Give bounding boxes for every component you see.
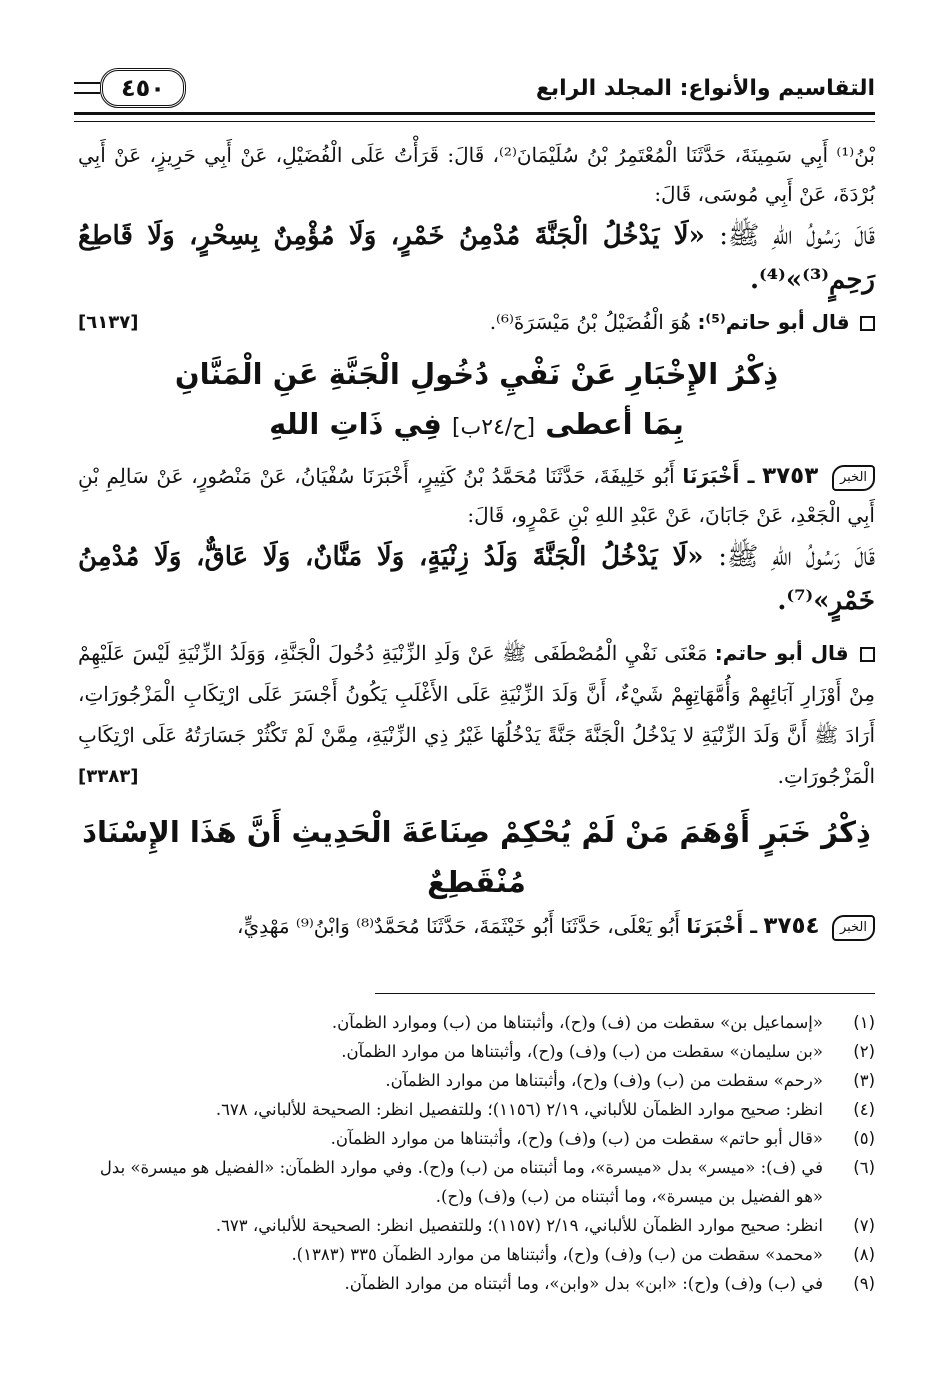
footnote bbox=[78, 1095, 875, 1124]
chapter-heading-line2 bbox=[78, 399, 875, 453]
footnote-text: «محمد» سقطت من (ب) و(ف) و(ح)، وأثبتناها من موارد الظمآن ٣٣٥ (١٣٨٣). bbox=[291, 1245, 823, 1264]
page-number-frame bbox=[74, 68, 186, 108]
hadith-paragraph bbox=[78, 907, 875, 946]
footnote-text: «رحم» سقطت من (ب) و(ف) و(ح)، وأثبتناها من موارد الظمآن. bbox=[385, 1071, 823, 1090]
footnote-number: (٨) bbox=[853, 1245, 875, 1264]
footnote bbox=[78, 1066, 875, 1095]
manuscript-marker: [ح/٢٤ب] bbox=[451, 415, 536, 440]
hadith-quote-paragraph bbox=[78, 214, 875, 302]
footnotes bbox=[78, 1008, 875, 1298]
hadith-paragraph bbox=[78, 457, 875, 535]
square-marker-icon bbox=[860, 647, 875, 662]
footnote bbox=[78, 1211, 875, 1240]
hadith-quote: «لَا يَدْخُلُ الْجَنَّةَ مُدْمِنُ خَمْرٍ، وَلَا مُؤْمِنٌ بِسِحْرٍ، وَلَا قَاطِعُ رَحِمٍ⁽³⁾»⁽⁴⁾. bbox=[78, 221, 875, 295]
page-number: ٤٥٠ bbox=[100, 68, 186, 108]
footnote bbox=[78, 1153, 875, 1211]
footnote-number: (٥) bbox=[853, 1129, 875, 1148]
footnote bbox=[78, 1124, 875, 1153]
main-text bbox=[78, 136, 875, 946]
footnote bbox=[78, 1269, 875, 1298]
chapter-heading: ذِكْرُ خَبَرٍ أَوْهَمَ مَنْ لَمْ يُحْكِمْ صِنَاعَةَ الْحَدِيثِ أَنَّ هَذَا الإِسْنَادَ مُنْقَطِعٌ bbox=[82, 815, 871, 899]
commentary-paragraph bbox=[78, 302, 875, 343]
commentary-text: هُوَ الْفُضَيْلُ بْنُ مَيْسَرَةَ⁽⁶⁾. bbox=[489, 310, 692, 334]
footnote-text: في (ب) و(ف) و(ح): «ابن» بدل «وابن»، وما أثبتناه من موارد الظمآن. bbox=[344, 1274, 823, 1293]
chapter-heading bbox=[78, 349, 875, 453]
commentary-text: مَعْنَى نَفْيِ الْمُصْطَفَى ﷺ عَنْ وَلَدِ الزِّنْيَةِ دُخُولَ الْجَنَّةِ، وَوَلَدُ الزِّنْيَةِ لَيْسَ عَلَيْهِمْ مِنْ أَوْزَارِ آبَائِهِمْ وَأُمَّهَاتِهِمْ شَيْءٌ، أَنَّ وَلَدَ الزِّنْيَةِ عَلَى الأَغْلَبِ يَكُونُ أَجْسَرَ عَلَى ارْتِكَابِ الْمَزْجُورَاتِ، أَرَادَ ﷺ أَنَّ وَلَدَ الزِّنْيَةِ لا يَدْخُلُ الْجَنَّةَ جَنَّةً يَدْخُلُهَا غَيْرُ ذِي الزِّنْيَةِ، مِمَّنْ لَمْ تَكْثُرْ جَسَارَتُهُ عَلَى ارْتِكَابِ الْمَزْجُورَاتِ. bbox=[78, 641, 875, 788]
footnote-number: (٢) bbox=[853, 1042, 875, 1061]
hadith-number: ٣٧٥٤ bbox=[763, 913, 820, 939]
running-title: التقاسيم والأنواع: المجلد الرابع bbox=[535, 76, 875, 101]
footnote-text: انظر: صحيح موارد الظمآن للألباني، ٢/١٩ (١١٥٧)؛ وللتفصيل انظر: الصحيحة للألباني، ٦٧٣. bbox=[215, 1216, 823, 1235]
chapter-heading-part-a: بِمَا أعطى bbox=[545, 407, 684, 441]
footnote-number: (٣) bbox=[853, 1071, 875, 1090]
spacer bbox=[78, 797, 875, 807]
commentary-lead: قال أبو حاتم: bbox=[714, 641, 849, 665]
header-rule bbox=[74, 112, 875, 122]
spacer bbox=[78, 623, 875, 633]
footnote bbox=[78, 1037, 875, 1066]
chapter-heading-line1: ذِكْرُ الإِخْبَارِ عَنْ نَفْيِ دُخُولِ الْجَنَّةِ عَنِ الْمَنَّانِ bbox=[174, 357, 779, 391]
footnote-separator bbox=[375, 993, 875, 994]
footnote-number: (٧) bbox=[853, 1216, 875, 1235]
footnote-number: (٩) bbox=[853, 1274, 875, 1293]
footnote-text: في (ف): «ميسر» بدل «ميسرة»، وما أثبتناه من (ب) و(ح). وفي موارد الظمآن: «الفضيل هو ميسرة» بدل «هو الفضيل بن ميسرة»، وما أثبتناه من (ب) و(ف) و(ح). bbox=[99, 1158, 823, 1206]
hadith-lead: ـ أَخْبَرَنَا bbox=[682, 464, 755, 488]
footnote-text: «إسماعيل بن» سقطت من (ف) و(ح)، وأثبتناها من (ب) وموارد الظمآن. bbox=[331, 1013, 823, 1032]
commentary-lead: قال أبو حاتم⁽⁵⁾: bbox=[697, 310, 850, 334]
hadith-quote: «لَا يَدْخُلُ الْجَنَّةَ وَلَدُ زِنْيَةٍ، وَلَا مَنَّانٌ، وَلَا عَاقٌّ، وَلَا مُدْمِنُ خَمْرٍ»⁽⁷⁾. bbox=[78, 542, 875, 616]
footnote-number: (١) bbox=[853, 1013, 875, 1032]
footnote-number: (٤) bbox=[853, 1100, 875, 1119]
hadith-number: ٣٧٥٣ bbox=[762, 463, 819, 489]
page-number-ornament bbox=[74, 82, 100, 94]
hadith-quote-paragraph bbox=[78, 535, 875, 623]
footnote-text: انظر: صحيح موارد الظمآن للألباني، ٢/١٩ (١١٥٦)؛ وللتفصيل انظر: الصحيحة للألباني، ٦٧٨. bbox=[215, 1100, 823, 1119]
hadith-badge-icon: الخبر bbox=[832, 465, 875, 491]
footnote-text: «قال أبو حاتم» سقطت من (ب) و(ف) و(ح)، وأثبتناها من موارد الظمآن. bbox=[330, 1129, 823, 1148]
footnote-number: (٦) bbox=[853, 1158, 875, 1177]
footnote bbox=[78, 1240, 875, 1269]
commentary-paragraph bbox=[78, 633, 875, 797]
hadith-badge-icon: الخبر bbox=[832, 915, 875, 941]
quote-intro: قَالَ رَسُولُ اللهِ ﷺ: bbox=[719, 221, 875, 251]
chapter-heading-part-b: فِي ذَاتِ اللهِ bbox=[269, 407, 442, 441]
quote-intro: قَالَ رَسُولُ اللهِ ﷺ: bbox=[718, 542, 875, 572]
reference-number: [٦١٣٧] bbox=[78, 312, 139, 333]
hadith-lead: ـ أَخْبَرَنَا bbox=[686, 914, 758, 938]
page-header bbox=[74, 68, 875, 128]
footnote-text: «بن سليمان» سقطت من (ب) و(ف) و(ح)، وأثبتناها من موارد الظمآن. bbox=[341, 1042, 823, 1061]
hadith-isnad: أَبُو يَعْلَى، حَدَّثَنَا أَبُو خَيْثَمَةَ، حَدَّثَنَا مُحَمَّدٌ⁽⁸⁾ وَابْنُ⁽⁹⁾ مَهْدِيٍّ، bbox=[237, 914, 680, 938]
isnad-paragraph: بْنُ⁽¹⁾ أَبِي سَمِينَةَ، حَدَّثَنَا الْمُعْتَمِرُ بْنُ سُلَيْمَانَ⁽²⁾، قَالَ: قَرَأْتُ عَلَى الْفُضَيْلِ، عَنْ أَبِي حَرِيزٍ، عَنْ أَبِي بُرْدَةَ، عَنْ أَبِي مُوسَى، قَالَ: bbox=[78, 143, 875, 206]
hadith-isnad: أَبُو خَلِيفَةَ، حَدَّثَنَا مُحَمَّدُ بْنُ كَثِيرٍ، أَخْبَرَنَا سُفْيَانُ، عَنْ مَنْصُورٍ، عَنْ سَالِمِ بْنِ أَبِي الْجَعْدِ، عَنْ جَابَانَ، عَنْ عَبْدِ اللهِ بْنِ عَمْرٍو، قَالَ: bbox=[78, 464, 875, 527]
square-marker-icon bbox=[860, 316, 875, 331]
reference-number: [٣٣٨٣] bbox=[78, 766, 139, 787]
footnote bbox=[78, 1008, 875, 1037]
